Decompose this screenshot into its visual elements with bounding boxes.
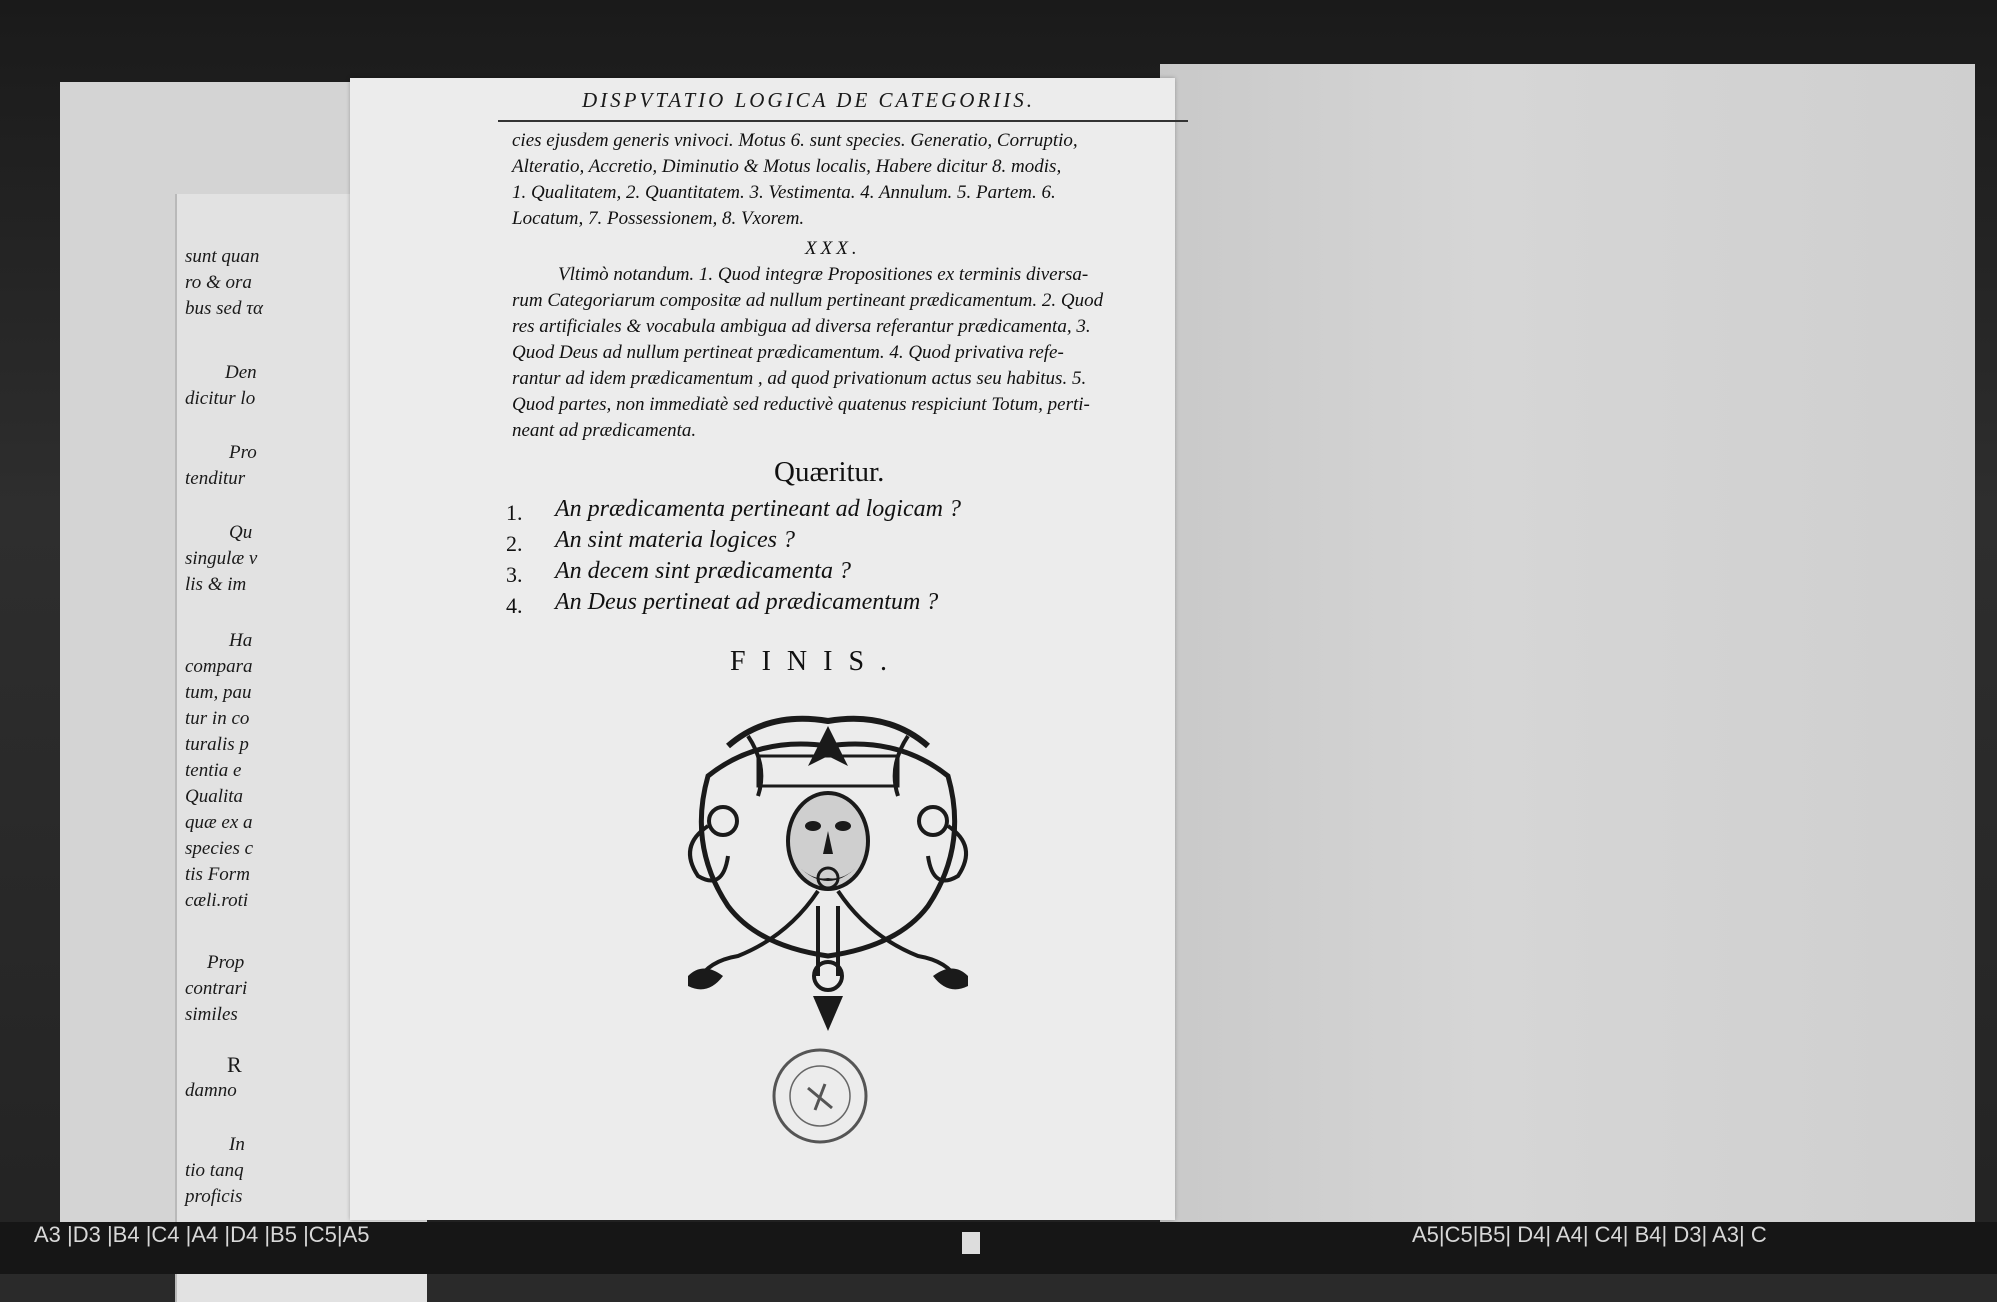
left-line: bus sed τα (185, 298, 263, 319)
question-text: An Deus pertineat ad prædicamentum ? (555, 589, 939, 615)
film-marker-left: A3 |D3 |B4 |C4 |A4 |D4 |B5 |C5|A5 (34, 1222, 370, 1247)
finis-text: FINIS. (730, 646, 904, 677)
left-line: species c (185, 838, 254, 859)
film-marker-right: A5|C5|B5| D4| A4| C4| B4| D3| A3| C (1412, 1222, 1767, 1247)
left-line: contrari (185, 978, 248, 999)
running-header: DISPVTATIO LOGICA DE CATEGORIIS. (582, 88, 1035, 112)
header-rule (498, 120, 1188, 122)
left-line: compara (185, 656, 253, 677)
left-line: Pro (229, 442, 257, 463)
left-line: cæli.roti (185, 890, 249, 911)
question-text: An prædicamenta pertineant ad logicam ? (555, 496, 961, 522)
question-text: An sint materia logices ? (555, 527, 795, 553)
text-line: Vltimò notandum. 1. Quod integræ Propositiones ex terminis diversa- (558, 264, 1089, 285)
question-number: 2. (506, 531, 523, 556)
section-number: XXX. (805, 238, 861, 259)
main-page (350, 78, 1175, 1220)
left-line: tentia e (185, 760, 242, 781)
left-line: In (229, 1134, 245, 1155)
left-line: Qu (229, 522, 253, 543)
left-line: quæ ex a (185, 812, 253, 833)
left-line: tenditur (185, 468, 246, 489)
left-line: Prop (207, 952, 245, 973)
left-page-stack (60, 82, 380, 1232)
left-line: proficis (185, 1186, 243, 1207)
text-line: Quod partes, non immediatè sed reductivè quatenus respiciunt Totum, perti- (512, 394, 1090, 415)
left-line: dicitur lo (185, 388, 256, 409)
text-line: neant ad prædicamenta. (512, 420, 697, 441)
left-line: R (227, 1052, 242, 1077)
left-line: similes (185, 1004, 238, 1025)
library-stamp (770, 1046, 870, 1146)
mask-ornament-woodcut (668, 706, 988, 1036)
question-number: 3. (506, 562, 523, 587)
film-center-mark (962, 1232, 980, 1254)
left-line: Den (225, 362, 257, 383)
left-line: tum, pau (185, 682, 252, 703)
left-line: sunt quan (185, 246, 260, 267)
left-line: singulæ v (185, 548, 258, 569)
left-line: tio tanq (185, 1160, 244, 1181)
text-line: res artificiales & vocabula ambigua ad diversa referantur prædicamenta, 3. (512, 316, 1091, 337)
text-line: rantur ad idem prædicamentum , ad quod privationum actus seu habitus. 5. (512, 368, 1087, 389)
text-line: rum Categoriarum compositæ ad nullum pertineant prædicamentum. 2. Quod (512, 290, 1104, 311)
text-line: Locatum, 7. Possessionem, 8. Vxorem. (512, 208, 805, 229)
left-line: lis & im (185, 574, 247, 595)
question-number: 1. (506, 500, 523, 525)
left-line: turalis p (185, 734, 249, 755)
text-line: Alteratio, Accretio, Diminutio & Motus localis, Habere dicitur 8. modis, (512, 156, 1062, 177)
text-line: 1. Qualitatem, 2. Quantitatem. 3. Vestimenta. 4. Annulum. 5. Partem. 6. (512, 182, 1056, 203)
left-line: Qualita (185, 786, 244, 807)
left-line: ro & ora (185, 272, 252, 293)
left-line: tis Form (185, 864, 250, 885)
text-line: cies ejusdem generis vnivoci. Motus 6. sunt species. Generatio, Corruptio, (512, 130, 1078, 151)
question-text: An decem sint prædicamenta ? (555, 558, 851, 584)
left-line: damno (185, 1080, 237, 1101)
quaeritur-heading: Quæritur. (774, 456, 885, 488)
text-line: Quod Deus ad nullum pertineat prædicamentum. 4. Quod privativa refe- (512, 342, 1064, 363)
left-line: tur in co (185, 708, 250, 729)
left-line: Ha (229, 630, 253, 651)
blank-right-page (1160, 64, 1975, 1224)
question-number: 4. (506, 593, 523, 618)
